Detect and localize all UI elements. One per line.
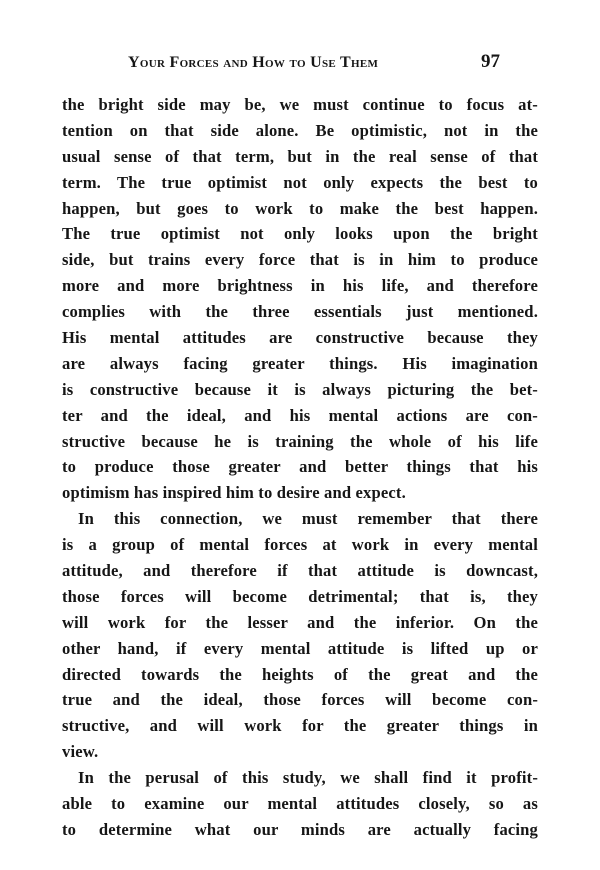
text-line: other hand, if every mental attitude is lifted up or: [62, 638, 538, 658]
text-line: structive because he is training the whole of his life: [62, 431, 538, 451]
text-line: happen, but goes to work to make the best happen.: [62, 198, 538, 218]
text-line: those forces will become detrimental; that is, they: [62, 586, 538, 606]
text-line: structive, and will work for the greater things in: [62, 716, 538, 736]
text-line: usual sense of that term, but in the real sense of that: [62, 146, 538, 166]
text-line: side, but trains every force that is in him to produce: [62, 250, 538, 270]
text-line: The true optimist not only looks upon the bright: [62, 224, 538, 244]
text-line: view.: [62, 742, 99, 762]
text-line: the bright side may be, we must continue to focus at-: [62, 95, 538, 114]
page-number: 97: [481, 51, 500, 72]
text-line: His mental attitudes are constructive because they: [62, 328, 538, 348]
text-line: able to examine our mental attitudes closely, so as: [62, 794, 538, 814]
text-line: will work for the lesser and the inferior. On the: [62, 612, 538, 632]
text-line: true and the ideal, those forces will become con-: [62, 690, 538, 710]
text-line: is constructive because it is always picturing the bet-: [62, 379, 538, 399]
running-header: [128, 51, 500, 78]
page-body-text: [62, 92, 538, 843]
text-line: more and more brightness in his life, and therefore: [62, 276, 538, 296]
running-title: Your Forces and How to Use Them: [128, 54, 379, 71]
text-line: to determine what our minds are actually facing: [62, 819, 538, 839]
text-line: tention on that side alone. Be optimistic, not in the: [62, 120, 538, 140]
text-line: complies with the three essentials just mentioned.: [62, 302, 538, 322]
text-line: optimism has inspired him to desire and expect.: [62, 483, 406, 503]
text-line: In the perusal of this study, we shall find it profit-: [78, 768, 538, 788]
text-line: ter and the ideal, and his mental actions are con-: [62, 405, 538, 425]
text-line: are always facing greater things. His imagination: [62, 353, 538, 373]
text-line: directed towards the heights of the great and the: [62, 664, 538, 684]
text-line: In this connection, we must remember that there: [78, 509, 538, 529]
text-line: is a group of mental forces at work in every mental: [62, 535, 538, 555]
text-line: to produce those greater and better things that his: [62, 457, 538, 477]
text-line: attitude, and therefore if that attitude is downcast,: [62, 561, 538, 581]
text-line: term. The true optimist not only expects the best to: [62, 172, 538, 192]
